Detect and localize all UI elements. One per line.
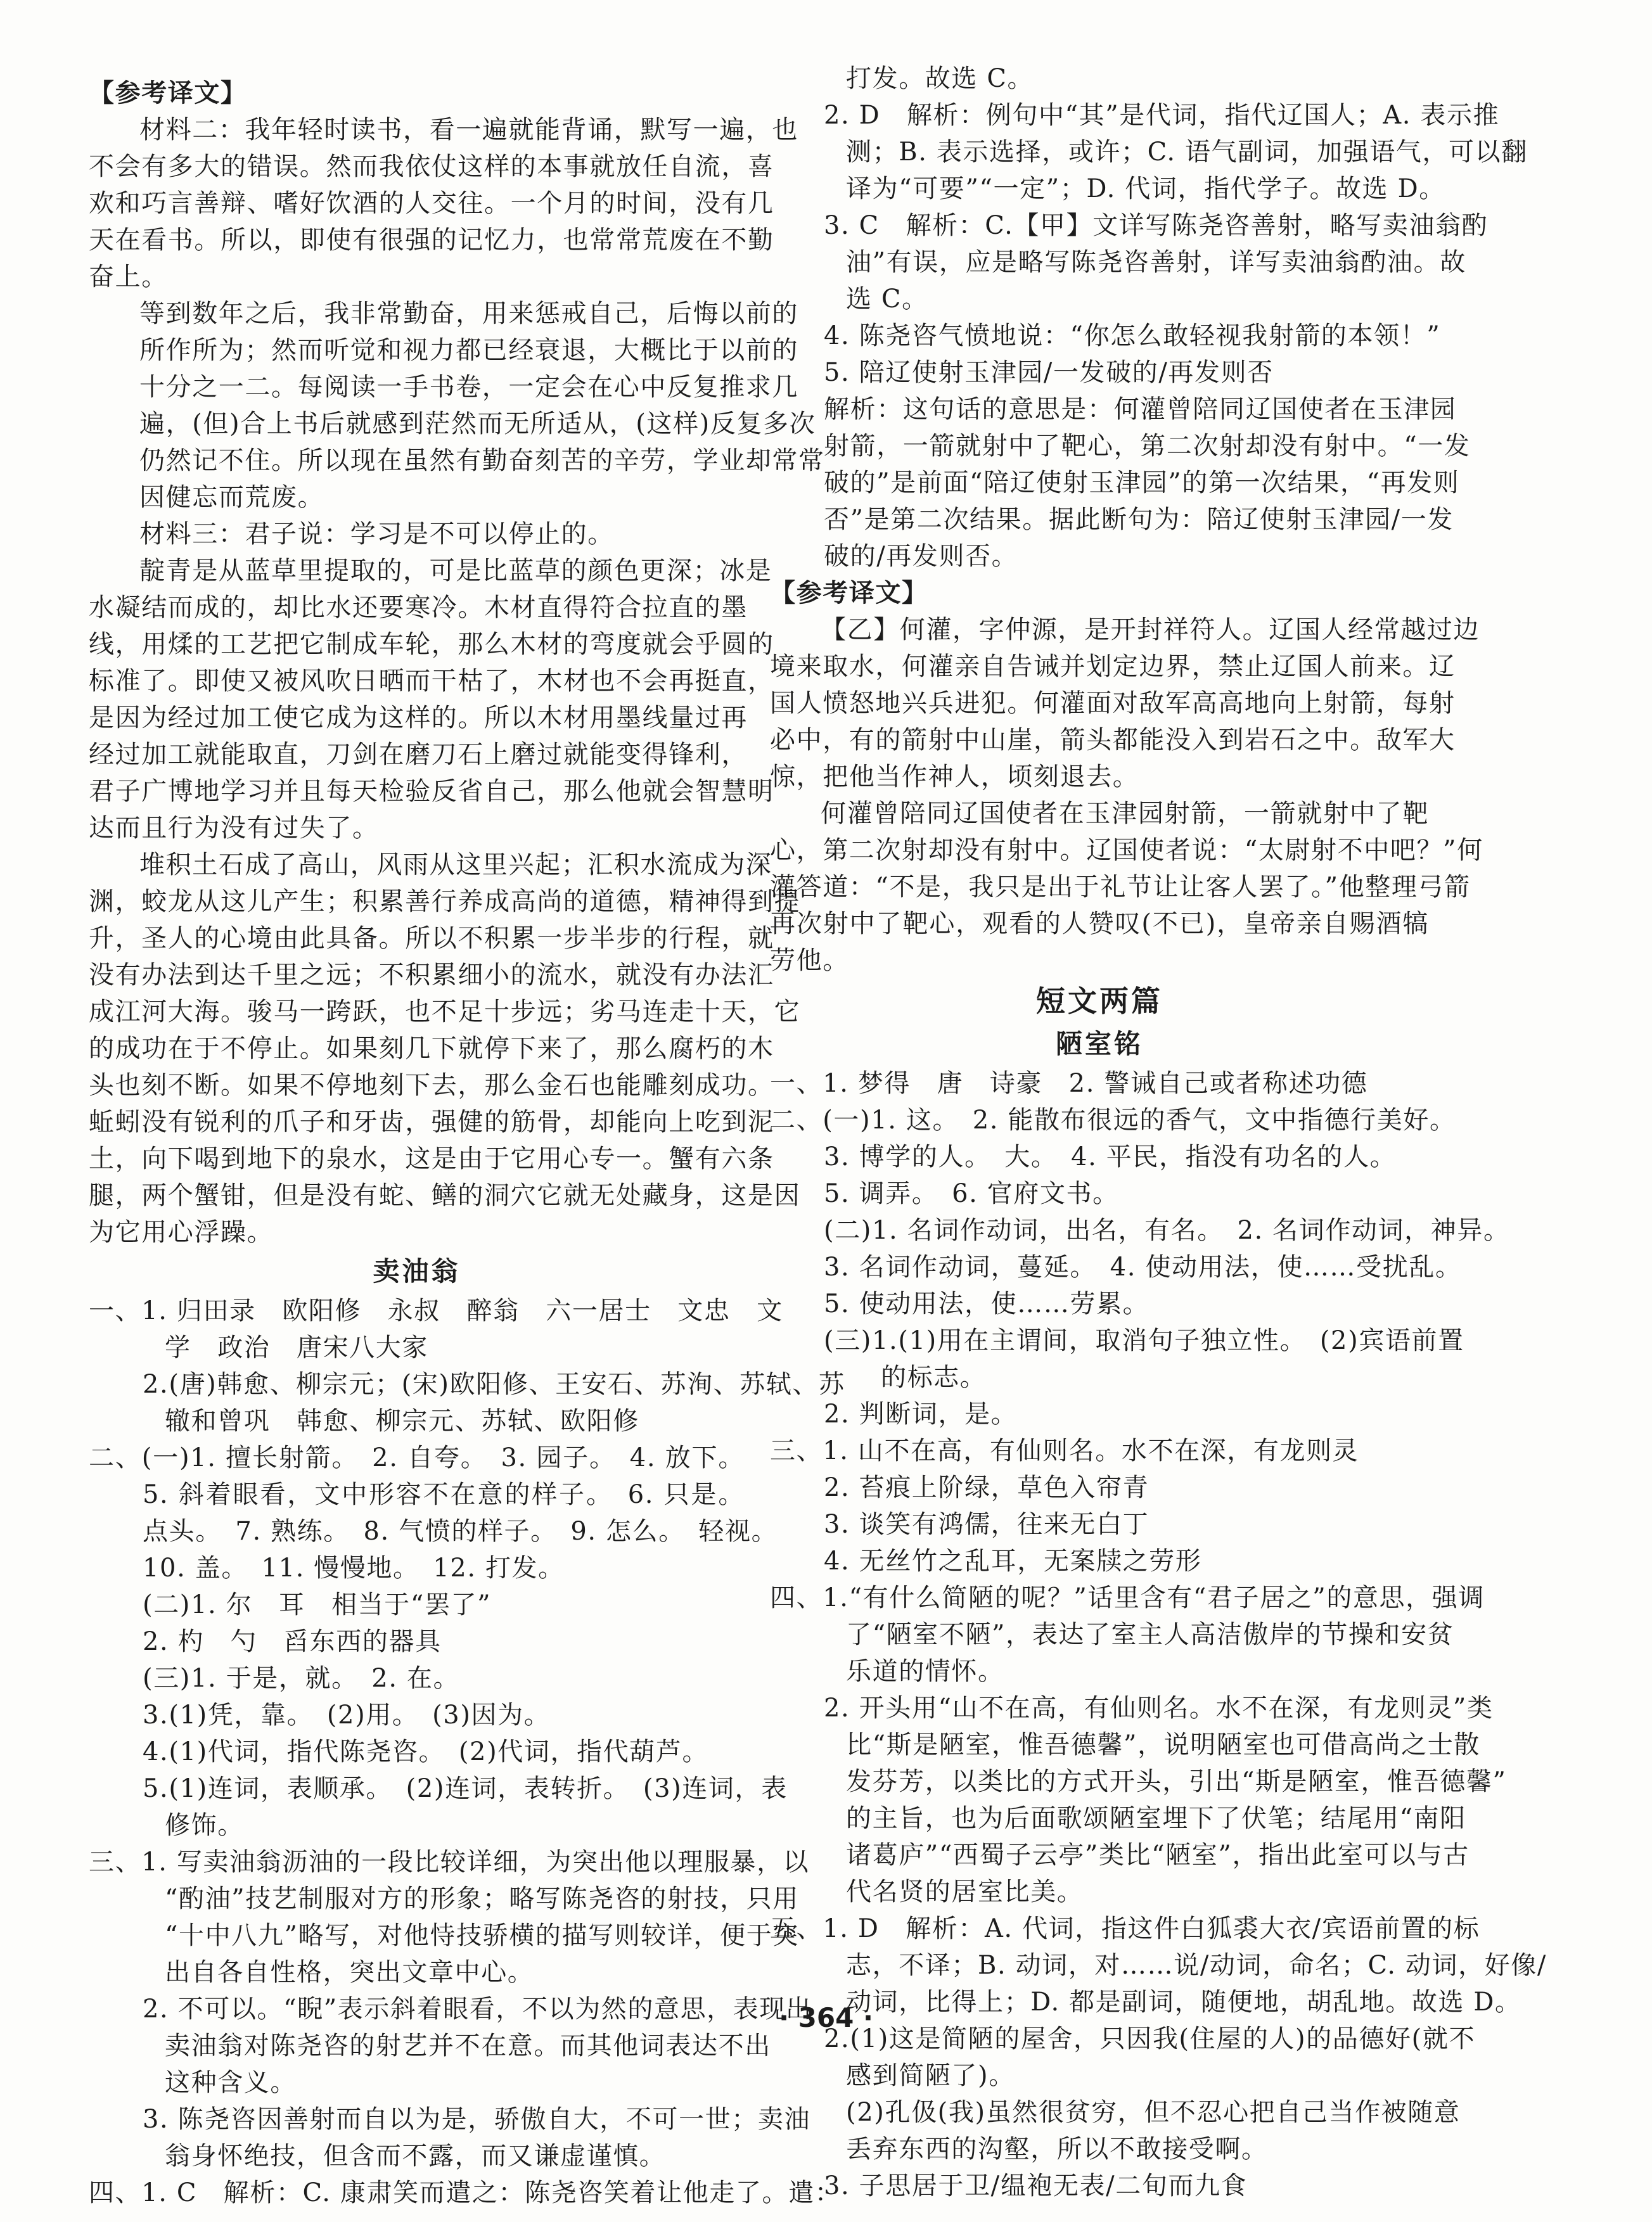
text-line: (2)孔伋(我)虽然很贫穷，但不忍心把自己当作被随意: [846, 2098, 1461, 2127]
text-line: 3. 博学的人。 大。 4. 平民，指没有功名的人。: [824, 1142, 1397, 1172]
text-line: 破的”是前面“陪辽使射玉津园”的第一次结果，“再发则: [824, 468, 1460, 497]
text-line: 奋上。: [89, 262, 168, 291]
text-line: (二)1. 名词作动词，出名，有名。 2. 名词作动词，神异。: [824, 1216, 1510, 1245]
text-line: 五、1. D 解析：A. 代词，指这件白狐裘大衣/宾语前置的标: [770, 1914, 1480, 1943]
text-line: 2. D 解析：例句中“其”是代词，指代辽国人；A. 表示推: [824, 101, 1500, 130]
text-line: 点头。 7. 熟练。 8. 气愤的样子。 9. 怎么。 轻视。: [143, 1517, 778, 1546]
text-line: 了“陋室不陋”，表达了室主人高洁傲岸的节操和安贫: [846, 1620, 1454, 1649]
text-line: 堆积土石成了高山，风雨从这里兴起；汇积水流成为深: [139, 850, 772, 879]
text-line: “十中八九”略写，对他恃技骄横的描写则较详，便于突: [165, 1921, 799, 1950]
text-line: 的成功在于不停止。如果刻几下就停下来了，那么腐朽的木: [89, 1034, 774, 1063]
text-line: 4. 无丝竹之乱耳，无案牍之劳形: [824, 1547, 1202, 1576]
text-line: 乐道的情怀。: [846, 1657, 1004, 1686]
text-line: 2.(1)这是简陋的屋舍，只因我(住屋的人)的品德好(就不: [824, 2024, 1476, 2053]
text-line: 天在看书。所以，即使有很强的记忆力，也常常荒废在不勤: [89, 226, 774, 255]
text-line: 5. 调弄。 6. 官府文书。: [824, 1179, 1119, 1208]
text-line: 头也刻不断。如果不停地刻下去，那么金石也能雕刻成功。: [89, 1071, 774, 1100]
text-line: 译为“可要”“一定”；D. 代词，指代学子。故选 D。: [846, 174, 1445, 203]
text-line: 测；B. 表示选择，或许；C. 语气副词，加强语气，可以翻: [846, 137, 1528, 167]
text-line: 油”有误，应是略写陈尧咨善射，详写卖油翁酌油。故: [846, 248, 1466, 277]
text-line: 2. 苔痕上阶绿，草色入帘青: [824, 1473, 1149, 1502]
text-line: 4.(1)代词，指代陈尧咨。 (2)代词，指代葫芦。: [143, 1737, 709, 1766]
text-line: (二)1. 尔 耳 相当于“罢了”: [143, 1590, 492, 1619]
text-line: 【参考译文】: [89, 78, 247, 108]
text-line: 标准了。即使又被风吹日晒而干枯了，木材也不会再挺直，: [89, 667, 774, 696]
text-line: 国人愤怒地兴兵进犯。何灌面对敌军高高地向上射箭，每射: [770, 689, 1456, 718]
text-line: 否”是第二次结果。据此断句为：陪辽使射玉津园/一发: [824, 505, 1454, 534]
text-line: 境来取水，何灌亲自告诫并划定边界，禁止辽国人前来。辽: [770, 652, 1456, 681]
section-heading: 卖油翁: [373, 1256, 461, 1287]
text-line: 君子广博地学习并且每天检验反省自己，那么他就会智慧明: [89, 777, 774, 806]
text-line: 水凝结而成的，却比水还要寒冷。木材直得符合拉直的墨: [89, 593, 748, 622]
text-line: 3. 陈尧咨因善射而自以为是，骄傲自大，不可一世；卖油: [143, 2105, 811, 2134]
text-line: 3. 子思居于卫/缊袍无表/二旬而九食: [824, 2171, 1248, 2200]
text-line: 十分之一二。每阅读一手书卷，一定会在心中反复推求几: [139, 373, 798, 402]
text-line: 射箭，一箭就射中了靶心，第二次射却没有射中。“一发: [824, 431, 1471, 461]
text-line: 诸葛庐”“西蜀子云亭”类比“陋室”，指出此室可以与古: [846, 1841, 1470, 1870]
text-line: 这种含义。: [165, 2068, 297, 2097]
text-line: 靛青是从蓝草里提取的，可是比蓝草的颜色更深；冰是: [139, 556, 772, 585]
text-line: 比“斯是陋室，惟吾德馨”，说明陋室也可借高尚之士散: [846, 1730, 1480, 1759]
text-line: 一、1. 归田录 欧阳修 永叔 醉翁 六一居士 文忠 文: [89, 1296, 783, 1325]
text-line: 感到简陋了)。: [846, 2061, 1015, 2090]
text-line: 2. 不可以。“睨”表示斜着眼看，不以为然的意思，表现出: [143, 1995, 812, 2024]
text-line: 材料二：我年轻时读书，看一遍就能背诵，默写一遍，也: [139, 115, 798, 144]
text-line: 因健忘而荒废。: [139, 483, 324, 512]
text-line: 没有办法到达千里之远；不积累细小的流水，就没有办法汇: [89, 961, 774, 990]
section-heading: 陋室铭: [1055, 1028, 1143, 1059]
text-line: 必中，有的箭射中山崖，箭头都能没入到岩石之中。敌军大: [770, 725, 1456, 755]
text-line: 四、1.“有什么简陋的呢？”话里含有“君子居之”的意思，强调: [770, 1583, 1485, 1612]
text-line: 等到数年之后，我非常勤奋，用来惩戒自己，后悔以前的: [139, 299, 798, 328]
text-line: 发芬芳，以类比的方式开头，引出“斯是陋室，惟吾德馨”: [846, 1767, 1507, 1796]
text-line: 10. 盖。 11. 慢慢地。 12. 打发。: [143, 1554, 565, 1583]
text-line: 再次射中了靶心，观看的人赞叹(不已)，皇帝亲自赐酒犒: [770, 909, 1429, 938]
text-line: 升，圣人的心境由此具备。所以不积累一步半步的行程，就: [89, 924, 774, 953]
text-line: 劳他。: [770, 946, 849, 975]
text-line: 三、1. 山不在高，有仙则名。水不在深，有龙则灵: [770, 1436, 1359, 1465]
text-line: 解析：这句话的意思是：何灌曾陪同辽国使者在玉津园: [824, 395, 1457, 424]
text-line: 丢弃东西的沟壑，所以不敢接受啊。: [846, 2135, 1268, 2164]
text-line: 4. 陈尧咨气愤地说：“你怎么敢轻视我射箭的本领！”: [824, 321, 1441, 350]
text-line: “酌油”技艺制服对方的形象；略写陈尧咨的射技，只用: [165, 1884, 799, 1913]
text-line: 惊，把他当作神人，顷刻退去。: [770, 762, 1139, 791]
text-line: 何灌曾陪同辽国使者在玉津园射箭，一箭就射中了靶: [821, 799, 1429, 828]
text-line: 3.(1)凭，靠。 (2)用。 (3)因为。: [143, 1701, 551, 1730]
text-line: 材料三：君子说：学习是不可以停止的。: [139, 520, 614, 549]
text-line: 3. 谈笑有鸿儒，往来无白丁: [824, 1510, 1149, 1539]
text-line: 辙和曾巩 韩愈、柳宗元、苏轼、欧阳修: [165, 1407, 639, 1436]
text-line: 5. 陪辽使射玉津园/一发破的/再发则否: [824, 358, 1274, 387]
text-line: 线，用煣的工艺把它制成车轮，那么木材的弯度就会乎圆的: [89, 630, 774, 659]
text-line: 二、(一)1. 这。 2. 能散布很远的香气，文中指德行美好。: [770, 1106, 1456, 1135]
page-number: · 364 ·: [779, 2002, 873, 2033]
text-line: 是因为经过加工使它成为这样的。所以木材用墨线量过再: [89, 703, 748, 732]
text-line: 代名贤的居室比美。: [846, 1877, 1084, 1906]
text-line: 卖油翁对陈尧咨的射艺并不在意。而其他词表达不出: [165, 2031, 771, 2060]
text-line: 蚯蚓没有锐利的爪子和牙齿，强健的筋骨，却能向上吃到泥: [89, 1108, 774, 1137]
text-line: 二、(一)1. 擅长射箭。 2. 自夸。 3. 园子。 4. 放下。: [89, 1443, 745, 1472]
text-line: 土，向下喝到地下的泉水，这是由于它用心专一。蟹有六条: [89, 1144, 774, 1173]
section-heading: 短文两篇: [1036, 984, 1163, 1018]
text-line: 仍然记不住。所以现在虽然有勤奋刻苦的辛劳，学业却常常: [139, 446, 825, 475]
text-line: 打发。故选 C。: [846, 64, 1034, 93]
text-line: 3. C 解析：C.【甲】文详写陈尧咨善射，略写卖油翁酌: [824, 211, 1489, 240]
text-line: 选 C。: [846, 284, 928, 314]
text-line: 2. 开头用“山不在高，有仙则名。水不在深，有龙则灵”类: [824, 1694, 1494, 1723]
text-line: 成江河大海。骏马一跨跃，也不足十步远；劣马连走十天，它: [89, 997, 801, 1026]
text-line: 不会有多大的错误。然而我依仗这样的本事就放任自流，喜: [89, 152, 774, 181]
text-line: 3. 名词作动词，蔓延。 4. 使动用法，使……受扰乱。: [824, 1253, 1462, 1282]
text-line: 三、1. 写卖油翁沥油的一段比较详细，为突出他以理服暴，以: [89, 1848, 810, 1877]
text-line: 破的/再发则否。: [824, 542, 1018, 571]
text-line: 5. 使动用法，使……劳累。: [824, 1289, 1149, 1319]
text-line: 2. 判断词，是。: [824, 1400, 1018, 1429]
text-line: 经过加工就能取直，刀剑在磨刀石上磨过就能变得锋利，: [89, 740, 748, 769]
text-line: 渊，蛟龙从这儿产生；积累善行养成高尚的道德，精神得到提: [89, 887, 801, 916]
text-line: 2.(唐)韩愈、柳宗元；(宋)欧阳修、王安石、苏洵、苏轼、苏: [143, 1370, 845, 1399]
text-line: 心，第二次射却没有射中。辽国使者说：“太尉射不中吧？”何: [770, 836, 1483, 865]
text-line: 出自各自性格，突出文章中心。: [165, 1958, 534, 1987]
text-line: 灌答道：“不是，我只是出于礼节让让客人罢了。”他整理弓箭: [770, 872, 1471, 902]
text-line: 四、1. C 解析：C. 康肃笑而遣之：陈尧咨笑着让他走了。遣：: [89, 2178, 842, 2207]
text-line: 腿，两个蟹钳，但是没有蛇、鳝的洞穴它就无处藏身，这是因: [89, 1181, 801, 1210]
text-line: 的标志。: [881, 1363, 987, 1392]
right-column: [770, 60, 1547, 2204]
text-line: 修饰。: [165, 1811, 244, 1840]
text-line: 翁身怀绝技，但含而不露，而又谦虚谨慎。: [165, 2142, 666, 2171]
text-line: 动词，比得上；D. 都是副词，随便地，胡乱地。故选 D。: [846, 1988, 1521, 2017]
text-line: 为它用心浮躁。: [89, 1218, 274, 1247]
text-line: 一、1. 梦得 唐 诗豪 2. 警诫自己或者称述功德: [770, 1069, 1368, 1098]
text-line: 2. 杓 勺 舀东西的器具: [143, 1627, 442, 1656]
text-line: 【参考译文】: [770, 578, 928, 608]
text-line: 遍，(但)合上书后就感到茫然而无所适从，(这样)反复多次: [139, 409, 816, 438]
text-line: 的主旨，也为后面歌颂陋室埋下了伏笔；结尾用“南阳: [846, 1804, 1466, 1833]
text-line: 志，不译；B. 动词，对……说/动词，命名；C. 动词，好像/: [846, 1951, 1547, 1980]
text-line: 欢和巧言善辩、嗜好饮酒的人交往。一个月的时间，没有几: [89, 189, 774, 218]
text-line: (三)1. 于是，就。 2. 在。: [143, 1664, 460, 1693]
text-line: 5. 斜着眼看，文中形容不在意的样子。 6. 只是。: [143, 1480, 745, 1509]
text-line: 【乙】何灌，字仲源，是开封祥符人。辽国人经常越过边: [821, 615, 1480, 644]
text-line: 学 政治 唐宋八大家: [165, 1333, 428, 1362]
text-line: 达而且行为没有过失了。: [89, 814, 379, 843]
text-line: 5.(1)连词，表顺承。 (2)连词，表转折。 (3)连词，表: [143, 1774, 788, 1803]
text-line: 所作所为；然而听觉和视力都已经衰退，大概比于以前的: [139, 336, 798, 365]
text-line: (三)1.(1)用在主谓间，取消句子独立性。 (2)宾语前置: [824, 1326, 1464, 1355]
